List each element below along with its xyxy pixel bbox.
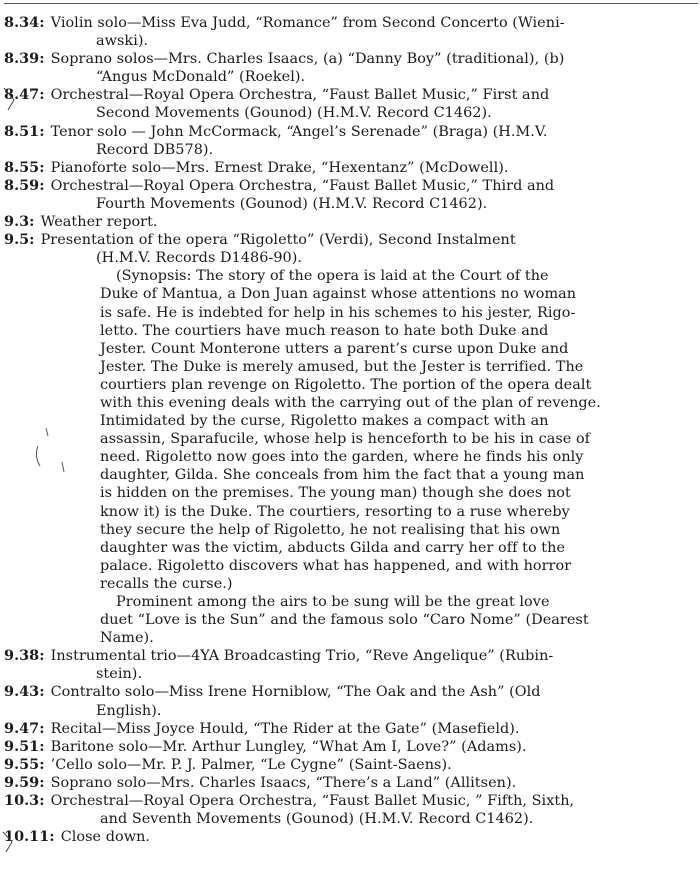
entry-text <box>51 159 696 177</box>
entry-text <box>51 720 696 738</box>
programme-entry <box>4 647 696 665</box>
synopsis-line: letto. The courtiers have much reason to hate both Duke and <box>100 322 549 339</box>
entry-time: 8.47: <box>4 86 45 104</box>
entry-line: Fourth Movements (Gounod) (H.M.V. Record C1462). <box>96 195 488 212</box>
programme-entry <box>4 774 696 792</box>
entry-line: Baritone solo—Mr. Arthur Lungley, “What Am I, Love?” (Adams). <box>50 738 527 755</box>
synopsis-line: recalls the curse.) <box>100 575 233 592</box>
entry-line: Pianoforte solo—Mrs. Ernest Drake, “Hexentanz” (McDowell). <box>50 159 509 176</box>
entry-text <box>51 683 696 701</box>
synopsis-line: they secure the help of Rigoletto, he not realising that his own <box>100 521 561 538</box>
entry-time: 10.11: <box>4 828 55 846</box>
synopsis-line: know it) is the Duke. The courtiers, resorting to a ruse whereby <box>100 503 570 520</box>
entry-line: Tenor solo — John McCormack, “Angel’s Serenade” (Braga) (H.M.V. <box>50 123 548 140</box>
entry-text <box>51 50 696 68</box>
entry-line: awski). <box>96 33 149 50</box>
programme-entry <box>4 738 696 756</box>
entry-text <box>51 774 696 792</box>
synopsis-line: is hidden on the premises. The young man) though she does not <box>100 485 571 502</box>
programme-entry <box>4 177 696 195</box>
entry-time: 9.43: <box>4 683 45 701</box>
entry-line: Orchestral—Royal Opera Orchestra, “Faust Ballet Music,” First and <box>50 87 550 104</box>
programme-entry <box>4 683 696 701</box>
programme-entry <box>4 792 696 810</box>
programme-entry <box>4 756 696 774</box>
synopsis-paragraph <box>4 267 696 593</box>
entry-line: Orchestral—Royal Opera Orchestra, “Faust Ballet Music,” Third and <box>50 177 555 194</box>
entry-line: (H.M.V. Records D1486-90). <box>96 250 303 267</box>
entry-text <box>51 738 696 756</box>
pencil-mark-icon <box>0 84 22 112</box>
synopsis-line: Duke of Mantua, a Don Juan against whose attentions no woman <box>100 286 577 303</box>
entry-line: Soprano solo—Mrs. Charles Isaacs, “There’s a Land” (Allitsen). <box>50 774 517 791</box>
synopsis-line: courtiers plan revenge on Rigoletto. The portion of the opera dealt <box>100 376 592 393</box>
entry-line: Soprano solos—Mrs. Charles Isaacs, (a) “Danny Boy” (traditional), (b) <box>50 51 565 68</box>
entry-line: ’Cello solo—Mr. P. J. Palmer, “Le Cygne” (Saint-Saens). <box>50 756 452 773</box>
entry-text <box>41 231 696 249</box>
programme-entry <box>4 86 696 104</box>
entry-line: and Seventh Movements (Gounod) (H.M.V. Record C1462). <box>100 811 534 828</box>
airs-paragraph <box>4 593 696 647</box>
entry-time: 9.47: <box>4 719 45 737</box>
programme-entry <box>4 14 696 32</box>
airs-line: Name). <box>100 630 154 647</box>
synopsis-line: need. Rigoletto now goes into the garden, where he finds his only <box>100 449 584 466</box>
programme-listing <box>4 14 696 846</box>
programme-entry <box>4 159 696 177</box>
entry-text <box>51 123 696 141</box>
synopsis-line: Jester. The Duke is merely amused, but the Jester is terrified. The <box>100 358 584 375</box>
entry-time: 8.39: <box>4 50 45 68</box>
entry-line: Weather report. <box>40 214 158 231</box>
synopsis-line: daughter was the victim, abducts Gilda and carry her off to the <box>100 539 566 556</box>
entry-time: 8.55: <box>4 158 45 176</box>
entry-line: stein). <box>96 666 143 683</box>
entry-line: Recital—Miss Joyce Hould, “The Rider at the Gate” (Masefield). <box>50 720 520 737</box>
synopsis-line: Jester. Count Monterone utters a parent’s curse upon Duke and <box>100 340 569 357</box>
entry-line: Instrumental trio—4YA Broadcasting Trio, “Reve Angelique” (Rubin- <box>50 648 554 665</box>
synopsis-line: Intimidated by the curse, Rigoletto makes a compact with an <box>100 413 549 430</box>
synopsis-line: palace. Rigoletto discovers what has happened, and with horror <box>100 557 572 574</box>
entry-line: “Angus McDonald” (Roekel). <box>96 69 306 86</box>
entry-time: 9.38: <box>4 647 45 665</box>
programme-entry <box>4 231 696 249</box>
entry-text <box>51 756 696 774</box>
entry-text <box>41 213 696 231</box>
programme-entry <box>4 123 696 141</box>
entry-time: 8.34: <box>4 14 45 31</box>
pencil-scribble-icon <box>28 426 68 476</box>
programme-entry <box>4 720 696 738</box>
entry-line: Orchestral—Royal Opera Orchestra, “Faust Ballet Music, ” Fifth, Sixth, <box>50 793 575 810</box>
synopsis-line: is safe. He is indebted for help in his schemes to his jester, Rigo- <box>100 304 576 321</box>
entry-text <box>51 792 696 810</box>
programme-entry <box>4 828 696 846</box>
entry-text <box>51 177 696 195</box>
entry-text <box>61 828 696 846</box>
entry-time: 9.59: <box>4 773 45 791</box>
synopsis-line: (Synopsis: The story of the opera is laid at the Court of the <box>116 268 549 285</box>
entry-text <box>51 647 696 665</box>
synopsis-line: with this evening deals with the carrying out of the plan of revenge. <box>100 394 601 411</box>
entry-line: Record DB578). <box>96 141 214 158</box>
entry-time: 9.55: <box>4 755 45 773</box>
entry-time: 8.59: <box>4 176 45 194</box>
entry-time: 9.3: <box>4 213 35 231</box>
entry-line: Second Movements (Gounod) (H.M.V. Record C1462). <box>96 105 492 122</box>
entry-time: 8.51: <box>4 122 45 140</box>
entry-time: 10.3: <box>4 792 45 810</box>
entry-time: 9.51: <box>4 737 45 755</box>
entry-line: Contralto solo—Miss Irene Horniblow, “The Oak and the Ash” (Old <box>50 684 541 701</box>
pencil-mark-icon <box>0 828 20 854</box>
airs-line: duet “Love is the Sun” and the famous solo “Caro Nome” (Dearest <box>100 612 589 629</box>
entry-line: Close down. <box>60 829 151 846</box>
entry-text <box>51 14 696 32</box>
entry-line: English). <box>96 702 162 719</box>
programme-entry <box>4 50 696 68</box>
entry-text <box>51 86 696 104</box>
entry-line: Presentation of the opera “Rigoletto” (Verdi), Second Instalment <box>40 232 516 249</box>
top-rule <box>4 3 698 4</box>
synopsis-line: assassin, Sparafucile, whose help is henceforth to be his in case of <box>100 431 591 448</box>
programme-entry <box>4 213 696 231</box>
airs-line: Prominent among the airs to be sung will be the great love <box>116 594 550 610</box>
entry-line: Violin solo—Miss Eva Judd, “Romance” from Second Concerto (Wieni- <box>50 15 565 31</box>
entry-time: 9.5: <box>4 231 35 249</box>
synopsis-line: daughter, Gilda. She conceals from him the fact that a young man <box>100 467 585 484</box>
